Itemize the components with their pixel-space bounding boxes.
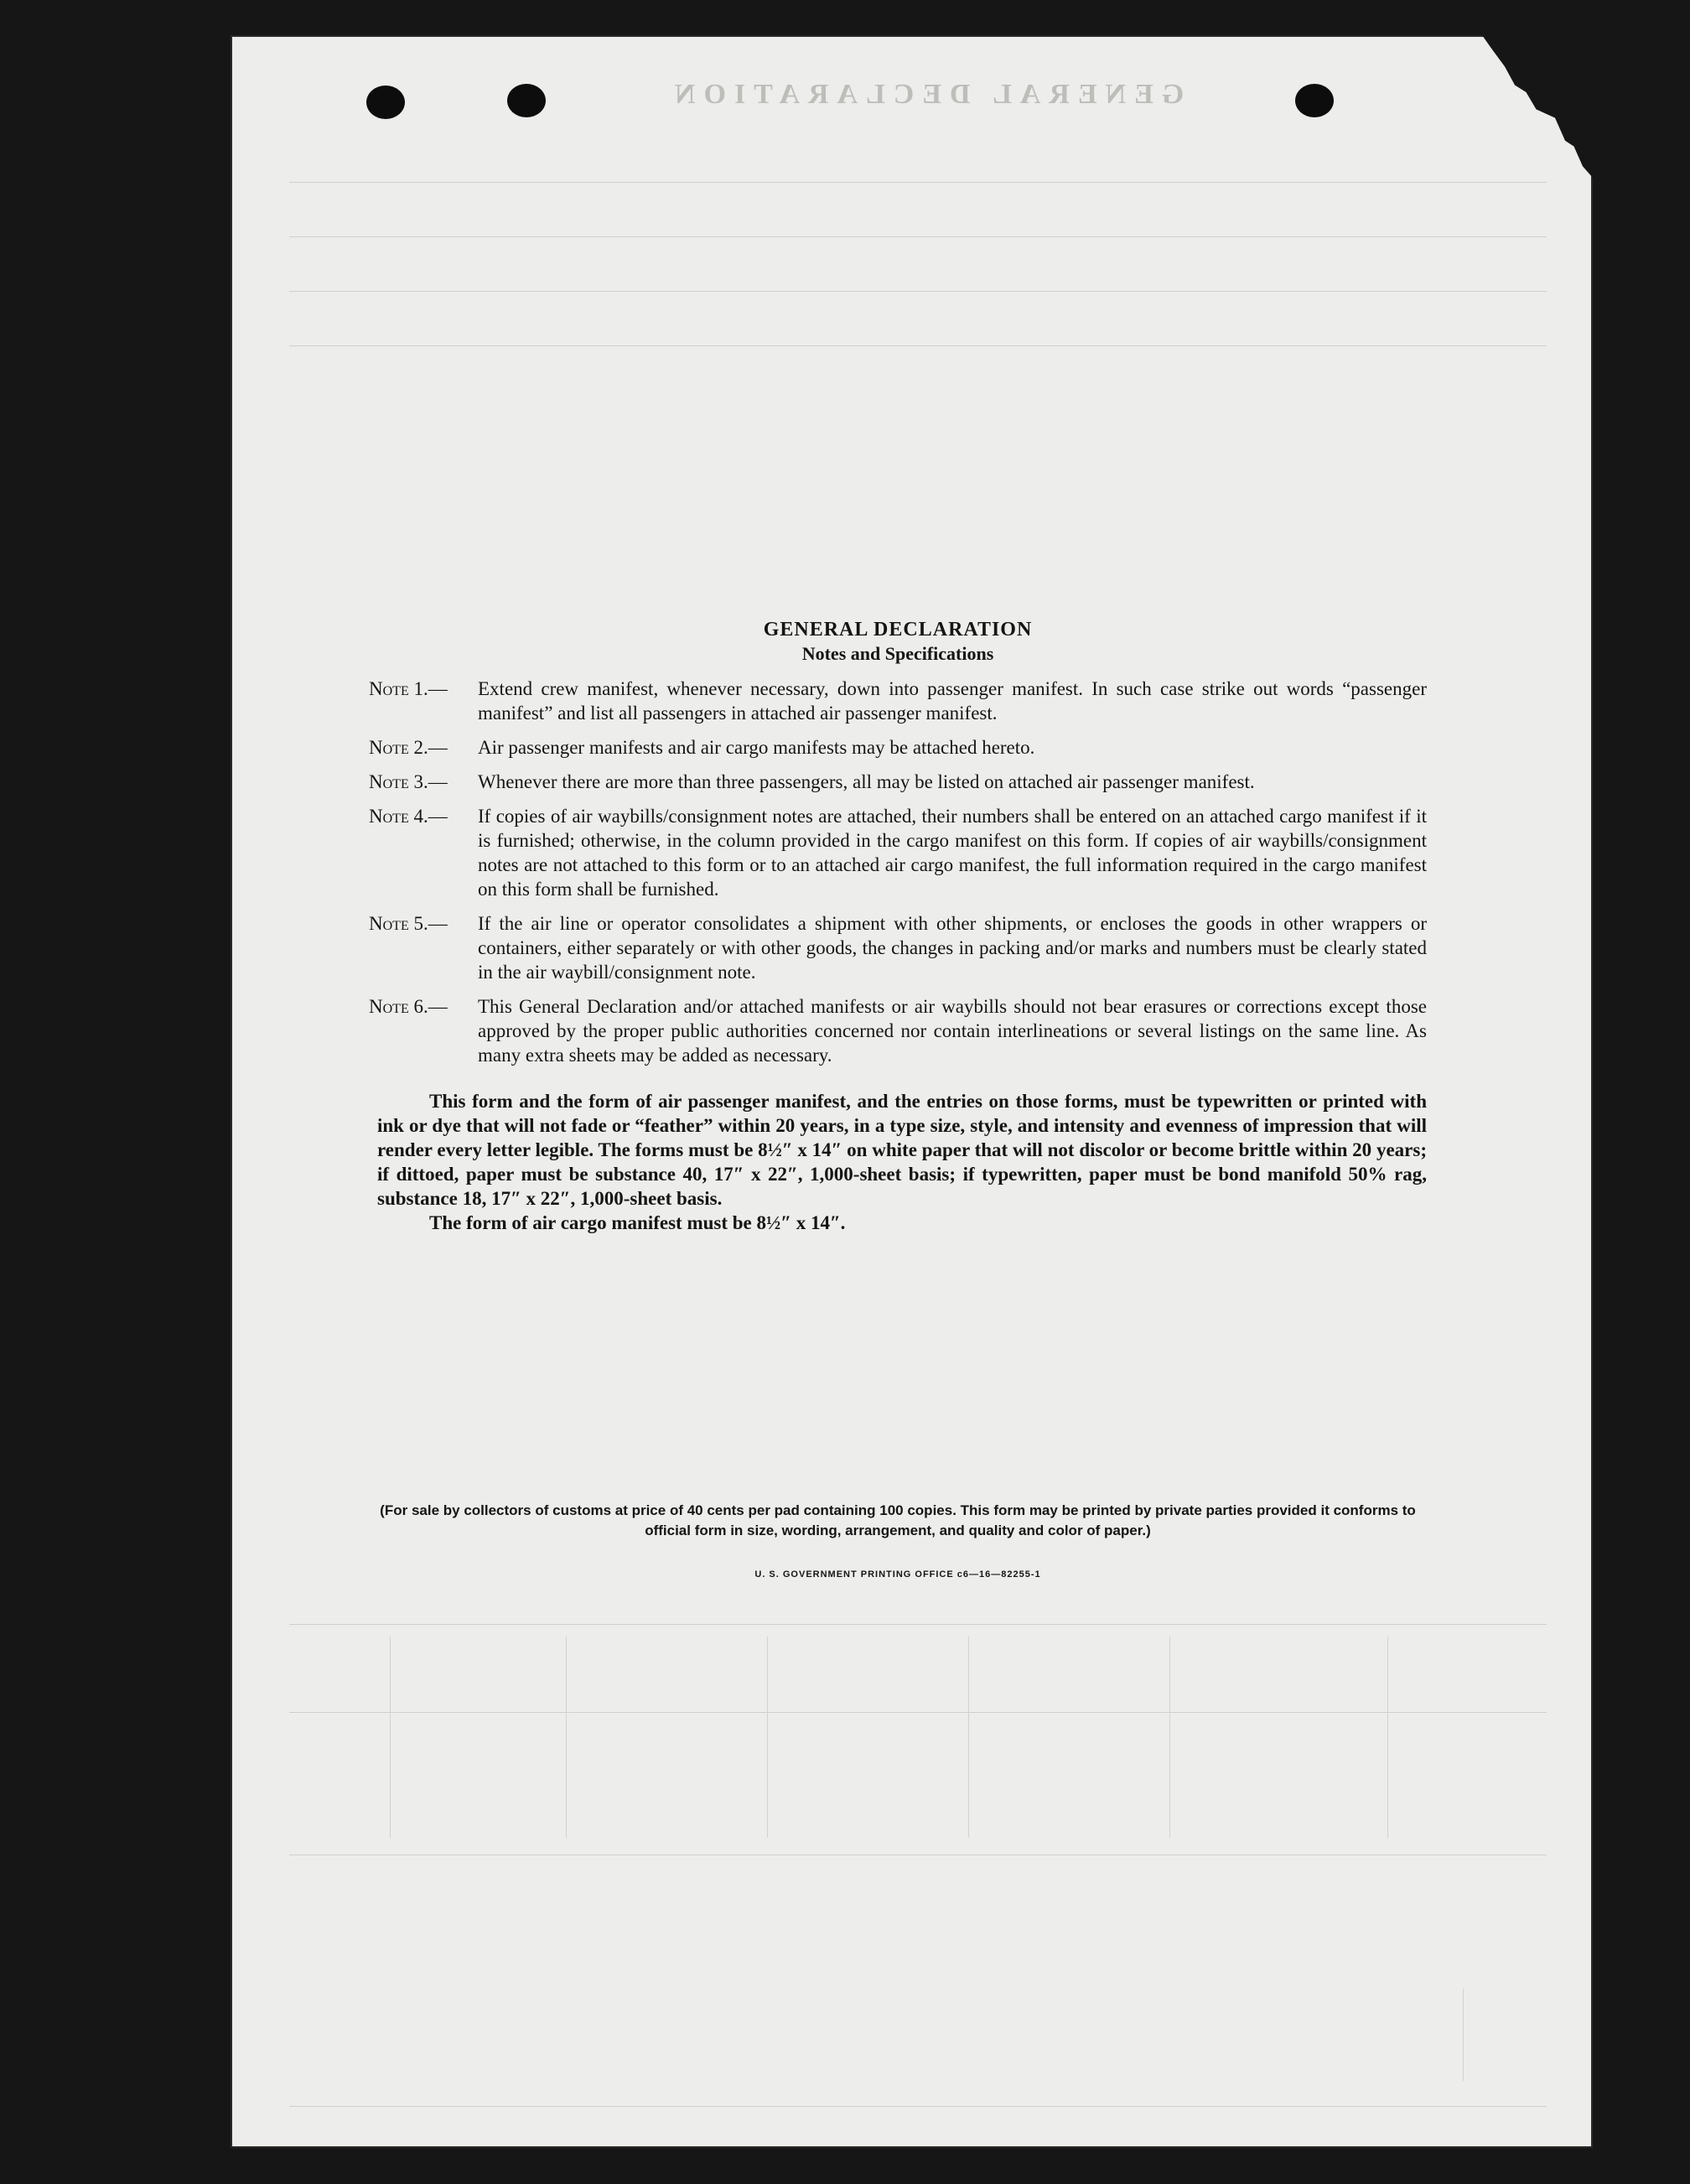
note-2 [369, 735, 1427, 760]
note-6 [369, 994, 1427, 1067]
note-1 [369, 677, 1427, 725]
note-text: Air passenger manifests and air cargo manifests may be attached hereto. [478, 737, 1035, 758]
bleed-through-rule [289, 2106, 1547, 2107]
bleed-through-rule [289, 1624, 1547, 1625]
bleed-through-column [566, 1637, 567, 1838]
note-label: Note 4.— [369, 806, 448, 827]
note-text: Whenever there are more than three passengers, all may be listed on attached air passenger manifest. [478, 771, 1255, 792]
notes-section [369, 619, 1427, 1235]
bleed-through-column [390, 1637, 391, 1838]
note-text: This General Declaration and/or attached manifests or air waybills should not bear erasures or corrections except those approved by the proper public authorities concerned nor contain interlineations or several listings on the same line. As many extra sheets may be added as necessary. [478, 996, 1427, 1066]
cargo-form-size-line: The form of air cargo manifest must be 8½″ x 14″. [429, 1212, 846, 1233]
note-text: Extend crew manifest, whenever necessary, down into passenger manifest. In such case strike out words “passenger manifest” and list all passengers in attached air passenger manifest. [478, 678, 1427, 724]
note-4 [369, 804, 1427, 901]
bleed-through-column [1387, 1637, 1388, 1838]
bleed-through-column [767, 1637, 768, 1838]
note-text: If copies of air waybills/consignment notes are attached, their numbers shall be entered on an attached cargo manifest if it is furnished; otherwise, in the column provided in the cargo manifest on this form. If copies of air waybills/consignment notes are not attached to this form or to an attached air cargo manifest, the full information required in the cargo manifest on this form shall be furnished. [478, 806, 1427, 900]
bleed-through-rule [289, 345, 1547, 346]
punch-hole-center [507, 84, 546, 117]
note-text: If the air line or operator consolidates a shipment with other shipments, or encloses the goods in other wrappers or containers, either separately or with other goods, the changes in packing and/or marks and numbers must be clearly stated in the air waybill/consignment note. [478, 913, 1427, 983]
page-title: GENERAL DECLARATION [763, 619, 1033, 641]
note-label: Note 1.— [369, 678, 448, 699]
bleed-through-rule [289, 291, 1547, 292]
torn-corner [1467, 35, 1593, 178]
sale-notice: (For sale by collectors of customs at price of 40 cents per pad containing 100 copies. This form may be printed by private parties provided it conforms to official form in size, wording, arrangement, and quality and color of paper.) [380, 1502, 1416, 1538]
bleed-through-rule [289, 236, 1547, 237]
bleed-through-heading: GENERAL DECLARATION [666, 79, 1185, 110]
note-3 [369, 770, 1427, 794]
note-label: Note 5.— [369, 913, 448, 934]
bleed-through-rule [289, 1712, 1547, 1713]
punch-hole-left [366, 86, 405, 119]
bleed-through-rule [289, 182, 1547, 183]
page-subtitle: Notes and Specifications [801, 643, 994, 664]
bleed-through-column [968, 1637, 969, 1838]
note-label: Note 6.— [369, 996, 448, 1017]
note-5 [369, 911, 1427, 984]
bleed-through-column [1169, 1637, 1170, 1838]
bleed-through-column [1463, 1989, 1464, 2081]
note-label: Note 3.— [369, 771, 448, 792]
note-label: Note 2.— [369, 737, 448, 758]
printer-imprint: U. S. GOVERNMENT PRINTING OFFICE c6—16—82255-1 [754, 1569, 1041, 1580]
punch-hole-right [1295, 84, 1334, 117]
form-requirements-paragraph: This form and the form of air passenger manifest, and the entries on those forms, must be typewritten or printed with ink or dye that will not fade or “feather” within 20 years, in a type size, style, and intensity and evenness of impression that will render every letter legible. The forms must be 8½″ x 14″ on white paper that will not discolor or become brittle within 20 years; if dittoed, paper must be substance 40, 17″ x 22″, 1,000-sheet basis; if typewritten, paper must be bond manifold 50% rag, substance 18, 17″ x 22″, 1,000-sheet basis. [377, 1091, 1427, 1209]
